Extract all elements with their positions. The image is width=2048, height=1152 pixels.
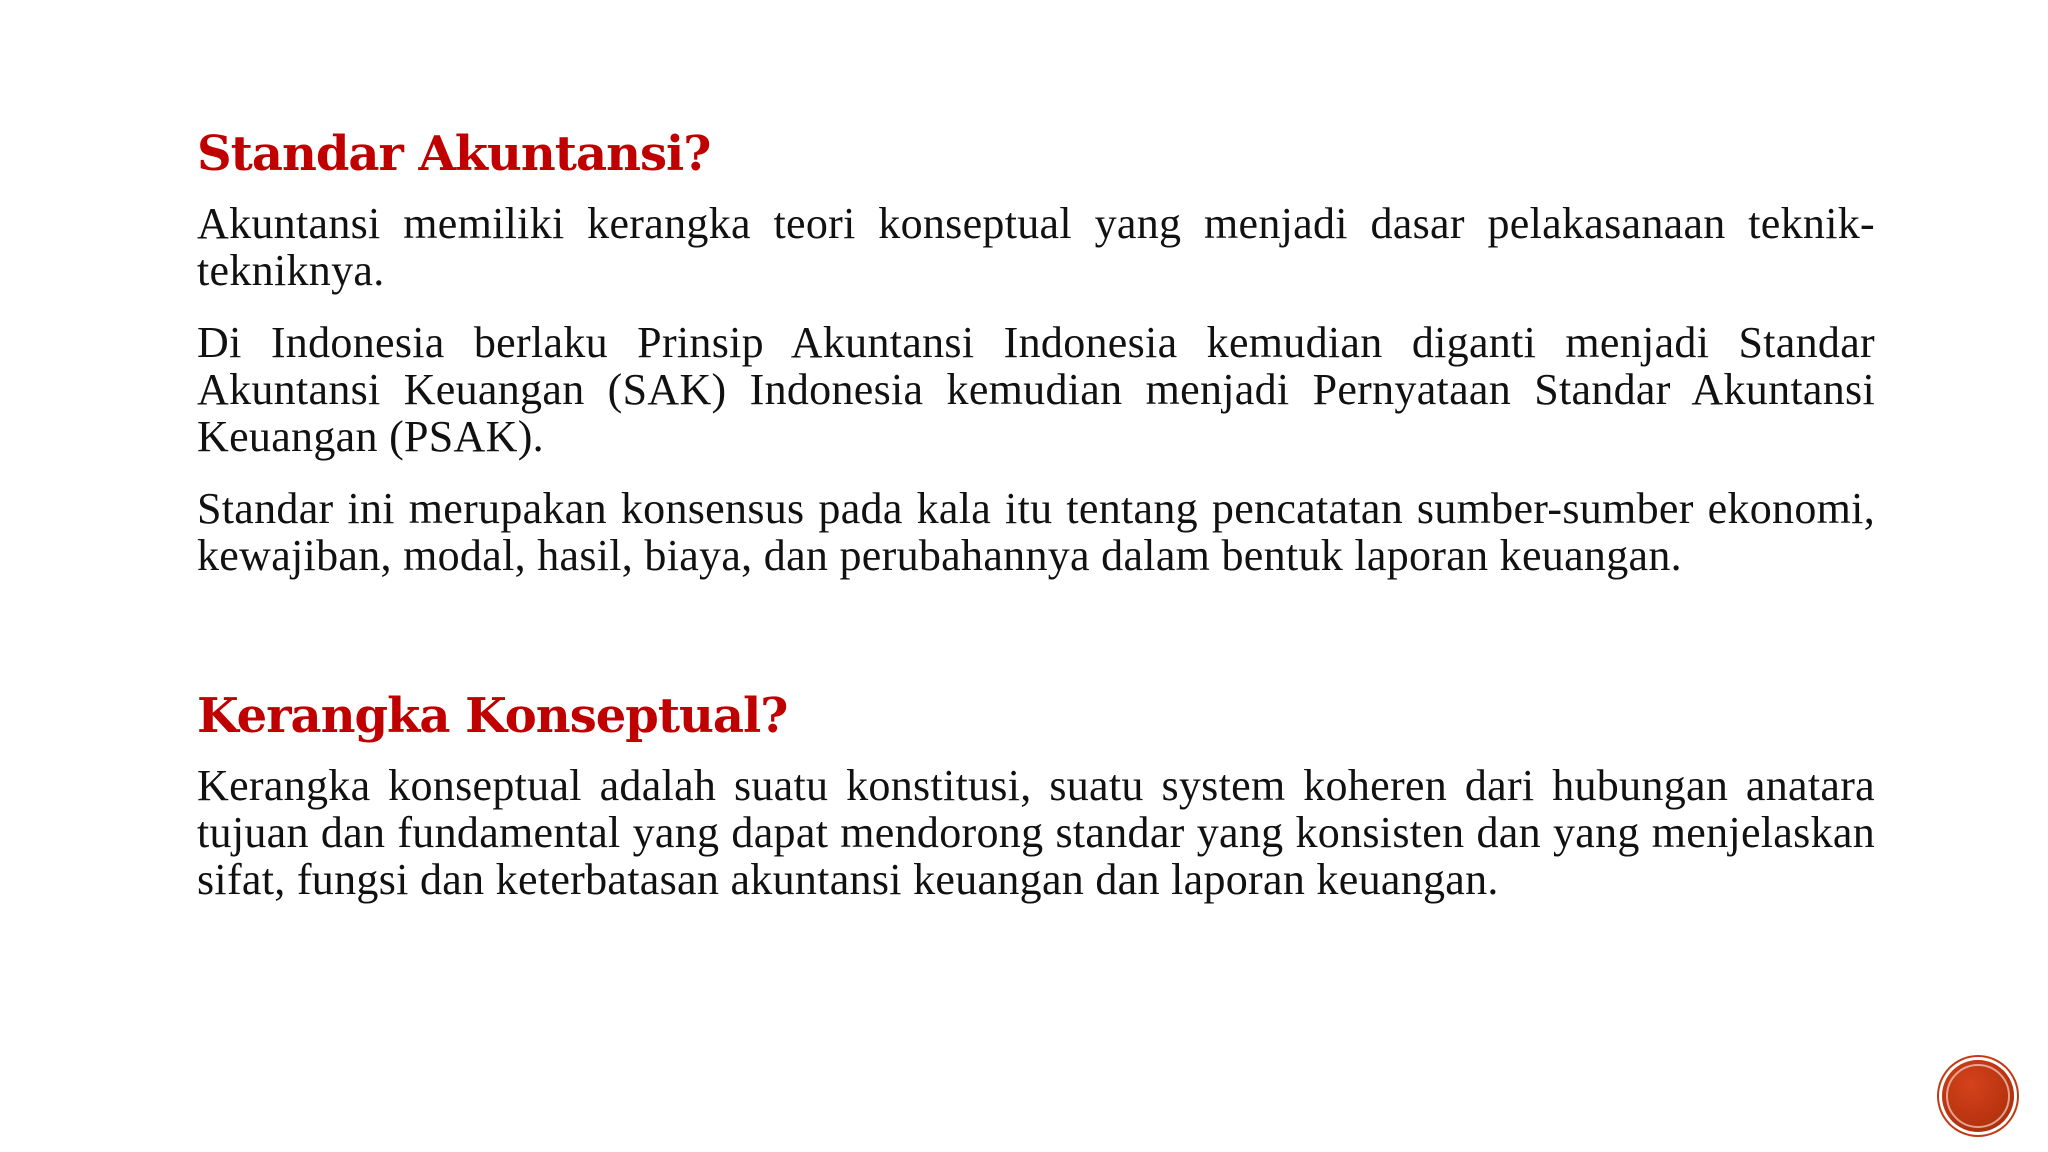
section-heading-standar-akuntansi: Standar Akuntansi? [197,126,711,182]
paragraph-kerangka-konseptual: Kerangka konseptual adalah suatu konstitusi, suatu system koheren dari hubungan anatara tujuan dan fundamental yang dapat mendorong standar yang konsisten dan yang menjelaskan sifat, fungsi dan keterbatasan akuntansi keuangan dan laporan keuangan. [197,761,1875,904]
paragraph-konsensus: Standar ini merupakan konsensus pada kala itu tentang pencatatan sumber-sumber ekonomi, kewajiban, modal, hasil, biaya, dan perubahannya dalam bentuk laporan keuangan. [197,484,1875,580]
paragraph-indonesia-psak: Di Indonesia berlaku Prinsip Akuntansi Indonesia kemudian diganti menjadi Standar Akuntansi Keuangan (SAK) Indonesia kemudian menjadi Pernyataan Standar Akuntansi Keuangan (PSAK). [197,318,1875,461]
section-spacer [197,604,1875,686]
slide-corner-badge-icon [1942,1060,2014,1132]
slide-content [197,124,1875,928]
section-heading-kerangka-konseptual: Kerangka Konseptual? [197,688,788,744]
paragraph-kerangka-teori: Akuntansi memiliki kerangka teori konseptual yang menjadi dasar pelakasanaan teknik-tekniknya. [197,199,1875,295]
